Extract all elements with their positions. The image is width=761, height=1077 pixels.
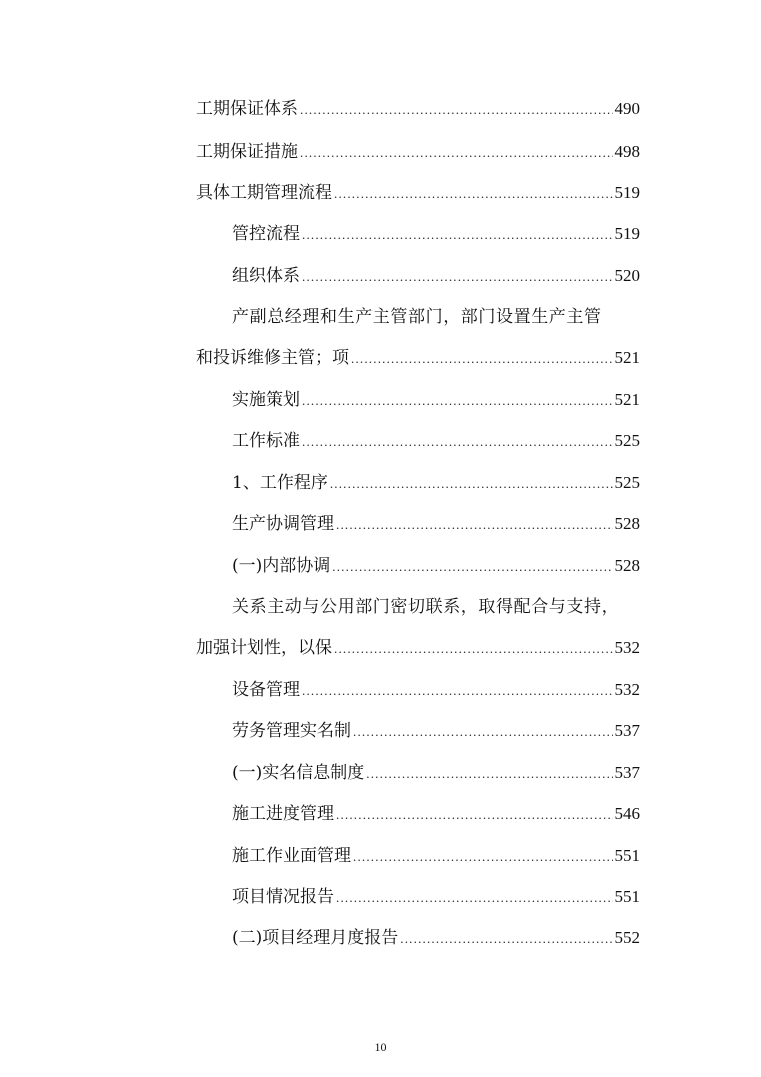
dot-leader [300, 97, 613, 123]
page-number: 10 [374, 1040, 387, 1054]
toc-entry-title: 工作标准 [232, 431, 300, 451]
dot-leader [366, 761, 612, 787]
toc-entry-page: 490 [614, 99, 640, 118]
toc-entry[interactable] [196, 635, 640, 661]
dot-leader [302, 678, 613, 704]
toc-entry[interactable] [232, 677, 640, 703]
toc-entry[interactable] [232, 760, 640, 786]
dot-leader [336, 802, 613, 828]
toc-entry-page: 532 [614, 680, 640, 699]
dot-leader [334, 636, 613, 662]
toc-entry-page: 521 [614, 390, 640, 409]
toc-entry[interactable] [232, 553, 640, 579]
toc-entry-wrapped-text[interactable]: 关系主动与公用部门密切联系，取得配合与支持， [232, 597, 620, 617]
toc-entry[interactable] [232, 511, 640, 537]
toc-entry-title: 和投诉维修主管；项 [196, 348, 349, 368]
toc-entry-page: 551 [614, 846, 640, 865]
toc-entry-title: 项目情况报告 [232, 887, 334, 907]
toc-entry[interactable] [232, 428, 640, 454]
dot-leader [334, 181, 613, 207]
toc-entry-page: 546 [614, 804, 640, 823]
toc-entry[interactable] [196, 345, 640, 371]
toc-entry-title: 设备管理 [232, 680, 300, 700]
toc-entry[interactable] [196, 96, 640, 122]
toc-entry[interactable] [232, 263, 640, 289]
toc-entry-title: 施工作业面管理 [232, 846, 351, 866]
toc-entry-page: 519 [614, 224, 640, 243]
toc-entry-page: 525 [614, 431, 640, 450]
toc-entry-title: (一)实名信息制度 [232, 763, 365, 783]
dot-leader [400, 926, 612, 952]
toc-entry-page: 537 [614, 763, 640, 782]
dot-leader [353, 719, 613, 745]
toc-entry-title: 工期保证措施 [196, 142, 298, 162]
toc-entry-page: 537 [614, 721, 640, 740]
dot-leader [330, 471, 613, 497]
dot-leader [353, 844, 613, 870]
dot-leader [336, 512, 613, 538]
toc-entry-title: 1、工作程序 [232, 473, 328, 493]
toc-entry-title: 劳务管理实名制 [232, 721, 351, 741]
toc-entry-page: 521 [614, 348, 640, 367]
toc-entry-title: 生产协调管理 [232, 514, 334, 534]
toc-entry[interactable] [232, 718, 640, 744]
toc-entry[interactable] [196, 180, 640, 206]
toc-entry-title: 施工进度管理 [232, 804, 334, 824]
toc-entry-title: (二)项目经理月度报告 [232, 928, 399, 948]
toc-entry[interactable] [196, 139, 640, 165]
toc-entry-title: 管控流程 [232, 224, 300, 244]
dot-leader [351, 346, 613, 372]
toc-entry[interactable] [232, 221, 640, 247]
dot-leader [302, 429, 613, 455]
toc-entry-title: 加强计划性，以保 [196, 638, 332, 658]
toc-entry-title: 具体工期管理流程 [196, 183, 332, 203]
toc-entry-page: 528 [614, 556, 640, 575]
toc-entry[interactable] [232, 925, 640, 951]
dot-leader [332, 554, 612, 580]
toc-entry-page: 532 [614, 638, 640, 657]
toc-entry[interactable] [232, 470, 640, 496]
toc-entry-page: 498 [614, 142, 640, 161]
toc-entry-page: 520 [614, 266, 640, 285]
dot-leader [302, 222, 613, 248]
dot-leader [300, 140, 613, 166]
toc-entry-title: 工期保证体系 [196, 99, 298, 119]
toc-entry-page: 552 [614, 928, 640, 947]
toc-entry-page: 525 [614, 473, 640, 492]
dot-leader [302, 264, 613, 290]
toc-entry[interactable] [232, 801, 640, 827]
toc-entry-title: 组织体系 [232, 266, 300, 286]
toc-entry[interactable] [232, 387, 640, 413]
toc-entry-page: 551 [614, 887, 640, 906]
dot-leader [302, 388, 613, 414]
toc-entry-page: 528 [614, 514, 640, 533]
dot-leader [336, 885, 613, 911]
toc-entry-wrapped-text[interactable]: 产副总经理和生产主管部门，部门设置生产主管 [232, 307, 602, 327]
toc-entry-title: (一)内部协调 [232, 556, 331, 576]
toc-entry-title: 实施策划 [232, 390, 300, 410]
toc-entry[interactable] [232, 843, 640, 869]
toc-entry-page: 519 [614, 183, 640, 202]
toc-entry[interactable] [232, 884, 640, 910]
